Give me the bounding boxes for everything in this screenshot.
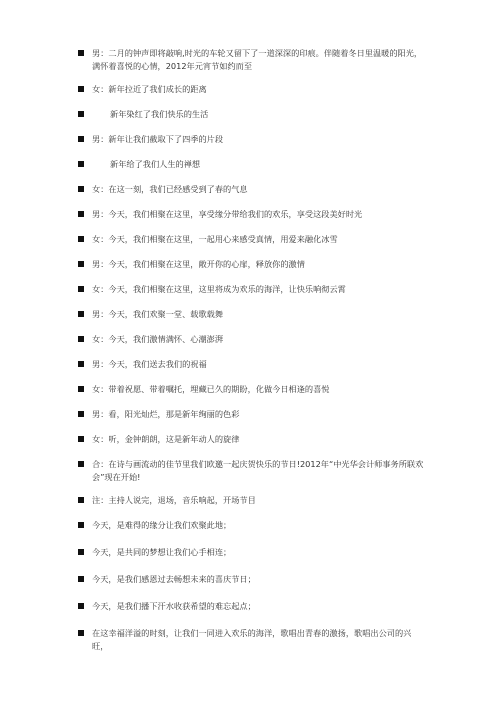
list-item — [78, 358, 424, 371]
list-item — [78, 408, 424, 421]
list-item — [78, 158, 424, 171]
square-bullet-icon — [78, 576, 84, 582]
square-bullet-icon — [78, 336, 84, 342]
square-bullet-icon — [78, 186, 84, 192]
list-item-text: 男：今天，我们相聚在这里，享受缘分带给我们的欢乐，享受这段美好时光 — [92, 209, 363, 219]
square-bullet-icon — [78, 286, 84, 292]
square-bullet-icon — [78, 411, 84, 417]
list-item — [78, 546, 424, 559]
list-item — [78, 283, 424, 296]
square-bullet-icon — [78, 497, 84, 503]
list-item-text: 男：今天，我们送去我们的祝福 — [92, 359, 207, 369]
list-item — [78, 133, 424, 146]
list-item — [78, 519, 424, 532]
list-item — [78, 308, 424, 321]
square-bullet-icon — [78, 461, 84, 467]
list-item — [78, 433, 424, 446]
square-bullet-icon — [78, 261, 84, 267]
square-bullet-icon — [78, 311, 84, 317]
list-item — [78, 233, 424, 246]
square-bullet-icon — [78, 630, 84, 636]
list-item-text: 今天，是难得的缘分让我们欢聚此地； — [92, 520, 232, 530]
square-bullet-icon — [78, 111, 84, 117]
list-item-text: 女：在这一刻，我们已经感受到了春的气息 — [92, 184, 248, 194]
list-item-text: 女：听，金钟朗朗，这是新年动人的旋律 — [92, 434, 240, 444]
list-item — [78, 627, 424, 653]
list-item-text: 女：今天，我们相聚在这里，一起用心来感受真情，用爱来融化冰雪 — [92, 234, 338, 244]
list-item — [78, 108, 424, 121]
list-item — [78, 383, 424, 396]
list-item — [78, 183, 424, 196]
square-bullet-icon — [78, 161, 84, 167]
list-item-text: 男：今天，我们欢聚一堂、载歌载舞 — [92, 309, 224, 319]
list-item-text: 合：在诗与画流动的佳节里我们欧邀一起庆贺快乐的节日!2012年“中光华会计师事务所联欢会”现在开始! — [92, 459, 424, 482]
square-bullet-icon — [78, 50, 84, 56]
list-item — [78, 208, 424, 221]
list-item-text: 注：主持人说完，退场，音乐响起，开场节目 — [92, 495, 256, 505]
list-item — [78, 333, 424, 346]
square-bullet-icon — [78, 236, 84, 242]
list-item — [78, 600, 424, 613]
list-item — [78, 258, 424, 271]
list-item-text: 今天，是共同的梦想让我们心手相连； — [92, 547, 232, 557]
square-bullet-icon — [78, 549, 84, 555]
list-item-text: 今天，是我们播下汗水收获希望的难忘起点； — [92, 601, 256, 611]
list-item-text: 女：今天，我们激情满怀、心潮澎湃 — [92, 334, 224, 344]
bullet-list — [78, 47, 424, 665]
list-item-text: 新年染红了我们快乐的生活 — [110, 109, 209, 119]
list-item-text: 男：新年让我们截取下了四季的片段 — [92, 134, 224, 144]
list-item — [78, 47, 424, 73]
list-item-text: 女：带着祝愿、带着嘱托，埋藏已久的期盼，化做今日相逢的喜悦 — [92, 384, 330, 394]
square-bullet-icon — [78, 361, 84, 367]
list-item — [78, 494, 424, 507]
square-bullet-icon — [78, 603, 84, 609]
square-bullet-icon — [78, 136, 84, 142]
square-bullet-icon — [78, 86, 84, 92]
square-bullet-icon — [78, 436, 84, 442]
list-item-text: 在这幸福洋溢的时刻，让我们一同进入欢乐的海洋，歌唱出青春的激扬，歌唱出公司的兴旺， — [92, 628, 412, 651]
square-bullet-icon — [78, 522, 84, 528]
list-item-text: 男：看，阳光灿烂，那是新年绚丽的色彩 — [92, 409, 240, 419]
list-item — [78, 458, 424, 484]
list-item-text: 女：今天，我们相聚在这里，这里将成为欢乐的海洋，让快乐响彻云霄 — [92, 284, 346, 294]
square-bullet-icon — [78, 211, 84, 217]
list-item-text: 女：新年拉近了我们成长的距离 — [92, 84, 207, 94]
list-item — [78, 83, 424, 96]
list-item-text: 今天，是我们感恩过去畅想未来的喜庆节日； — [92, 574, 256, 584]
list-item-text: 男：今天，我们相聚在这里，敞开你的心扉，释放你的激情 — [92, 259, 305, 269]
list-item — [78, 573, 424, 586]
list-item-text: 男：二月的钟声即将敲响,时光的车轮又留下了一道深深的印痕。伴随着冬日里温暖的阳光，满怀着喜悦的心情，2012年元宵节如约而至 — [92, 48, 423, 71]
square-bullet-icon — [78, 386, 84, 392]
list-item-text: 新年给了我们人生的禅想 — [110, 159, 201, 169]
